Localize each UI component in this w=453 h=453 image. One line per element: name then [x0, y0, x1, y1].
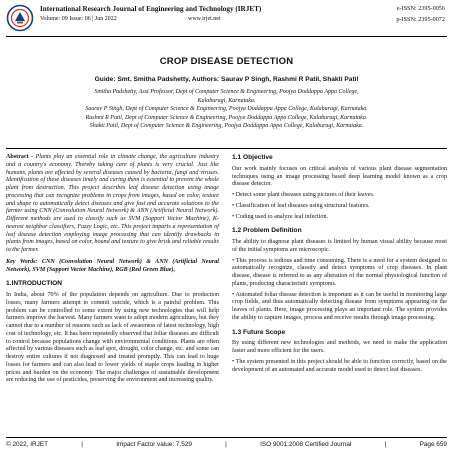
- footer-iso: ISO 9001:2008 Certified Journal: [260, 441, 352, 448]
- p-issn: p-ISSN: 2395-0072: [396, 16, 445, 23]
- objective-text: Our work mainly focuses on critical analysis of various plant disease segmentation techniques using an image processing based deep learning model known as a crop disease detector.: [232, 165, 447, 188]
- footer-divider: |: [81, 441, 83, 448]
- objective-bullet: • Classification of leaf diseases using structural features.: [232, 202, 370, 209]
- header-rule: [6, 36, 447, 37]
- affiliation-line: Shakti Patil, Dept of Computer Science & Engineering, Poojya Doddappa Appa College, Kalaburagi, Karnataka.: [89, 123, 364, 130]
- abstract-label: Abstract -: [6, 154, 34, 160]
- objective-bullet: • Detect some plant diseases using pictures of their leaves.: [232, 192, 375, 198]
- problem-text: The ability to diagnose plant diseases is limited by human visual ability because most of the initial symptoms are microscopic.: [232, 239, 447, 253]
- e-issn: e-ISSN: 2395-0056: [396, 5, 445, 12]
- footer-divider: |: [384, 441, 387, 448]
- left-column: [6, 154, 219, 388]
- abstract-text: Plants play an essential role in climate change, the agriculture industry and a country's economy. Thereby taking care of plants is very crucial. Just like humans, plants are affected by several diseases caused by bacteria, fungi and viruses. Identification of these diseases timely and curing them is essential to prevent the whole plant from destruction. This project describes leaf disease detection using image processing that can recognize problems in crops from images, based on color, texture and shape to automatically detect diseases and give fast and accurate solutions to the farmer using CNN (Convolution Neural Network) & ANN (Artificial Neural Network). Different methods are used to classify such as SVM (Support Vector Machine), K- nearest neighbor classifiers, Fuzzy Logic, etc. This project imparts a representation of leaf disease detection employing image processing that can identify drawbacks in plants from images, based on color, bound and texture to give brisk and reliable results to the farmer.: [6, 154, 219, 253]
- abstract: [6, 154, 219, 255]
- objective-heading: 1.1 Objective: [232, 154, 273, 161]
- footer-rule: [6, 437, 447, 438]
- affiliation-rule: [6, 148, 447, 149]
- journal-title: International Research Journal of Engineering and Technology (IRJET): [40, 5, 262, 13]
- right-column: [232, 154, 447, 377]
- volume-info: Volume: 09 Issue: 06 | Jun 2022: [40, 16, 117, 22]
- footer-impact-factor: Impact Factor value: 7.529: [116, 441, 192, 448]
- journal-website[interactable]: www.irjet.net: [188, 16, 221, 22]
- objective-bullet: • Coding used to analyze leaf infection.: [232, 213, 329, 220]
- problem-bullet: • Automated foliar disease detection is important as it can be useful in monitoring large crop fields, and thus automatically detecting disease from symptoms appearing on the leaves of plants. Here, image processing plays an important role. The system provides the ability to capture images, process and receive results through image processing.: [232, 291, 447, 321]
- future-scope-text: By using different new technologies and methods, we need to make the application faster and more efficient for the users.: [232, 340, 447, 354]
- page-footer: [6, 441, 447, 448]
- future-scope-heading: 1.3 Future Scope: [232, 328, 286, 336]
- future-scope-bullet: • The system presented in this project should be able to function correctly, based on the development of an automated and accurate model used to detect leaf diseases.: [232, 358, 447, 373]
- affiliation-line: Rashmi R Patil, Dept of Computer Science & Engineering, Poojya Doddappa Appa College, Kalaburagi, Karnataka.: [85, 114, 368, 121]
- affiliation-line: Kalaburagi, Karnataka.: [197, 97, 256, 104]
- journal-header: [6, 4, 447, 34]
- affiliations: [6, 88, 447, 131]
- footer-copyright: © 2022, IRJET: [6, 441, 49, 448]
- problem-heading: 1.2 Problem Definition: [232, 227, 302, 235]
- affiliation-line: Smitha Padshetty, Asst Professor, Dept of Computer Science & Engineering, Poojya Doddappa Appa College,: [94, 89, 359, 95]
- problem-bullet: • This process is tedious and time consuming. There is a need for a system designed to automatically recognize, classify and detect symptoms of crop diseases. In plant disease, disease is referred to as any alteration of the normal physiological function of plants, producing characteristic symptoms.: [232, 257, 447, 287]
- paper-authors: Guide: Smt. Smitha Padshetty, Authors: Saurav P Singh, Rashmi R Patil, Shakti Patil: [94, 76, 359, 83]
- irjet-logo-icon: [6, 4, 34, 32]
- footer-page-number: Page 659: [419, 441, 447, 448]
- intro-heading: 1.INTRODUCTION: [6, 280, 63, 288]
- footer-divider: |: [225, 441, 227, 448]
- keywords: Key Words: CNN (Convolution Neural Network) & ANN (Artificial Neural Network), SVM (Support Vector Machine), RGB (Red Green Blue),: [6, 258, 219, 273]
- paper-title: CROP DISEASE DETECTION: [159, 56, 294, 67]
- affiliation-line: Saurav P Singh, Dept of Computer Science & Engineering, Poojya Doddappa Appa College, Kalaburagi, Karnataka.: [85, 106, 368, 113]
- intro-text: In India, about 70% of the population depends on agriculture. Due to production losses, many farmers attempt to commit suicide, which is a painful problem. This problem can be controlled to some extent by using new technologies that will help farmers improve the harvest. Many farmers want to adopt modern agriculture, but they cannot due to a number of reasons such as lack of awareness of latest technology, high cost of technology, etc. It has been repeatedly observed that foliar diseases are difficult to control because populations change with environmental conditions. Plants are often affected by various diseases such as leaf spot, drought, color change, etc. and some can destroy entire cultures if not diagnosed and treated promptly. This can lead to huge losses for farmers and can also lead to lower yields of staple crops leading to higher prices and burden on the economy. The major challenges of sustainable development are reducing the use of pesticides, preserving the environment and increasing quality.: [6, 292, 219, 384]
